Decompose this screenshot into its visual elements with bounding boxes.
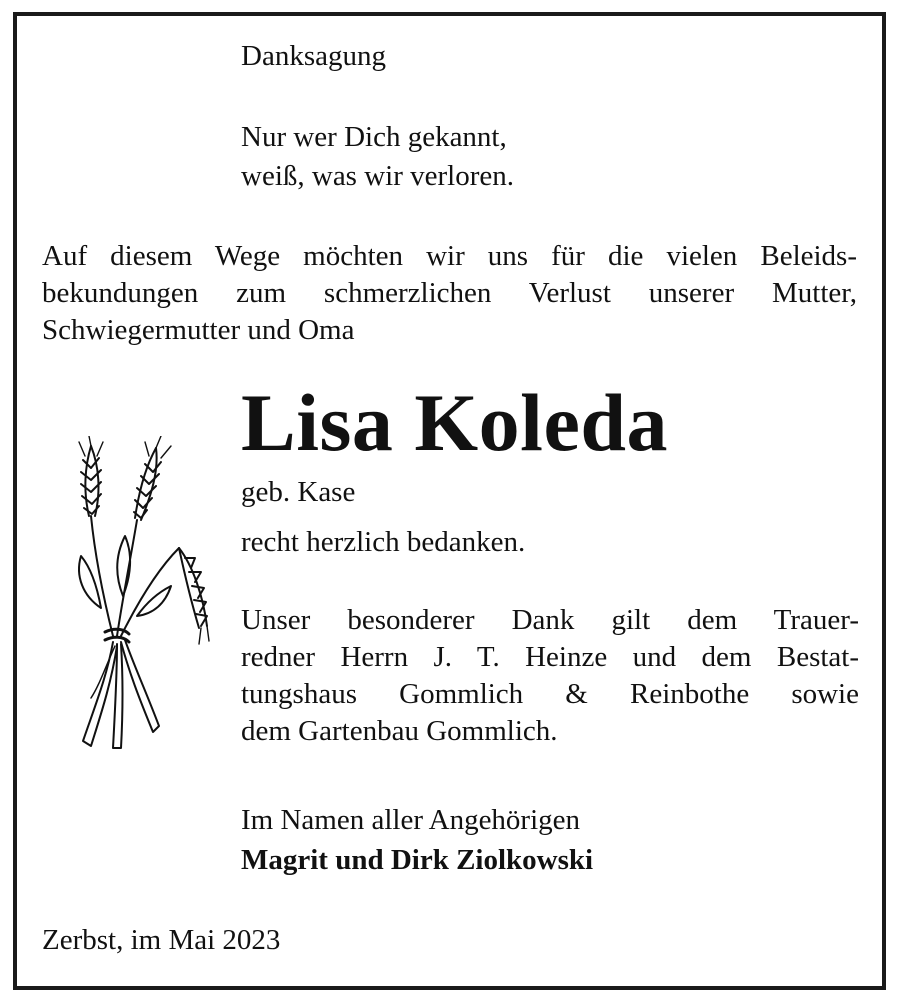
special-thanks-line-2: redner Herrn J. T. Heinze und dem Bestat- <box>241 641 859 673</box>
intro-line-1: Auf diesem Wege möchten wir uns für die vielen Beleids- <box>42 240 857 272</box>
obituary-notice <box>13 12 886 990</box>
heading: Danksagung <box>241 40 386 72</box>
thanks-line: recht herzlich bedanken. <box>241 526 526 558</box>
signature-intro: Im Namen aller Angehörigen <box>241 804 581 836</box>
special-thanks-line-1: Unser besonderer Dank gilt dem Trauer- <box>241 604 859 636</box>
intro-line-2: bekundungen zum schmerzlichen Verlust unserer Mutter, <box>42 277 857 309</box>
place-date: Zerbst, im Mai 2023 <box>42 924 281 956</box>
wheat-bundle-icon <box>61 436 211 756</box>
signature-names: Magrit und Dirk Ziolkowski <box>241 844 594 876</box>
wheat-ear-right <box>179 548 209 644</box>
special-thanks-line-3: tungshaus Gommlich & Reinbothe sowie <box>241 678 859 710</box>
verse-line-1: Nur wer Dich gekannt, <box>241 121 507 153</box>
wheat-ear-middle <box>134 436 171 520</box>
special-thanks-paragraph <box>241 602 859 750</box>
verse-line-2: weiß, was wir verloren. <box>241 160 514 192</box>
intro-paragraph <box>42 238 857 349</box>
wheat-ear-left <box>79 436 103 516</box>
birth-name: geb. Kase <box>241 476 356 508</box>
special-thanks-line-4: dem Gartenbau Gommlich. <box>241 715 558 747</box>
deceased-name: Lisa Koleda <box>241 377 668 468</box>
intro-line-3: Schwiegermutter und Oma <box>42 314 355 346</box>
